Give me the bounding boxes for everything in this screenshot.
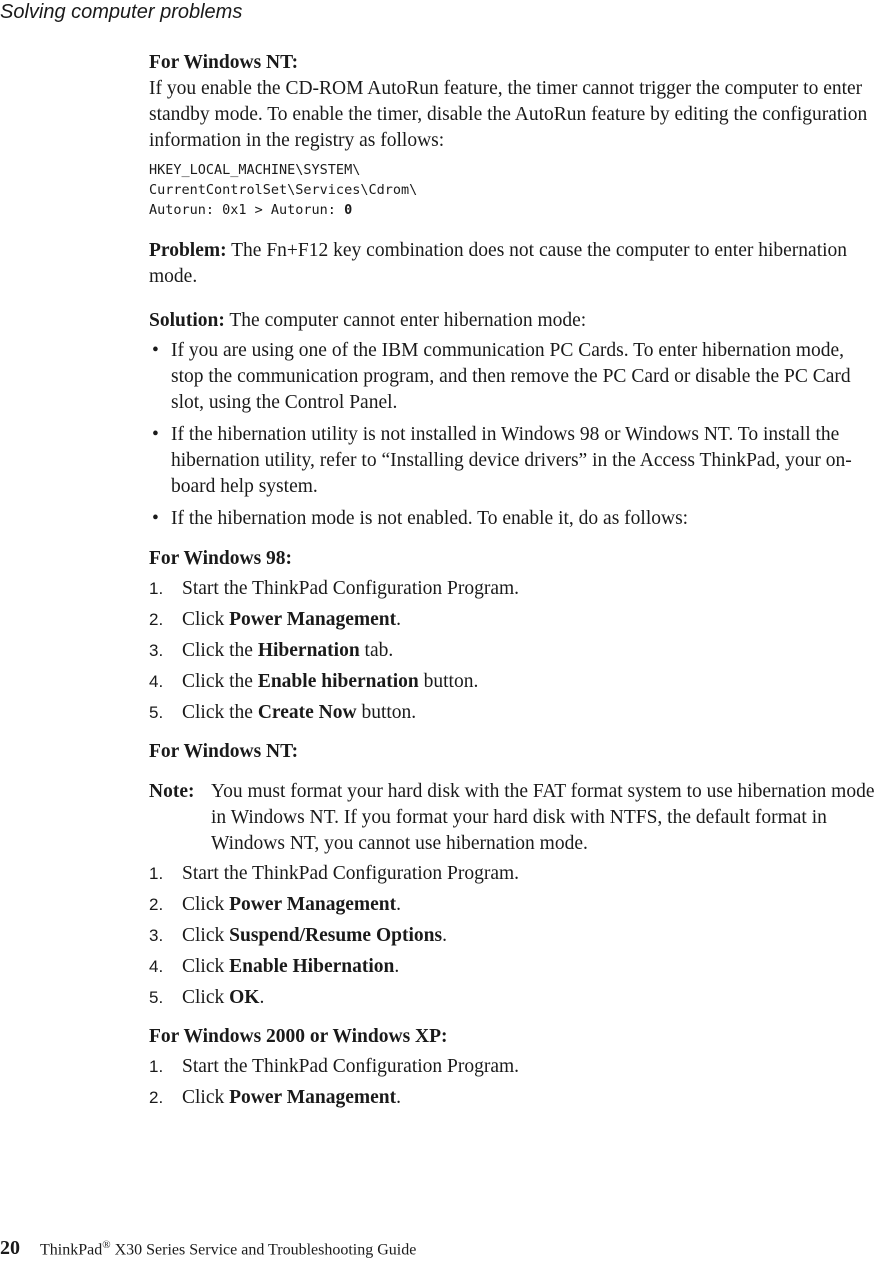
step-text-pre: Start the ThinkPad Configuration Program. bbox=[182, 863, 520, 884]
winnt-heading: For Windows NT: bbox=[149, 741, 299, 762]
step-number: 2. bbox=[149, 1088, 164, 1107]
step-text bbox=[182, 985, 264, 1011]
win2000-steps bbox=[149, 1054, 881, 1111]
bullet-icon: • bbox=[152, 340, 159, 361]
step-text-post: . bbox=[396, 609, 401, 630]
step-text-pre: Click bbox=[182, 894, 230, 915]
step-item bbox=[149, 700, 881, 726]
step-number: 5. bbox=[149, 703, 164, 722]
step-text bbox=[182, 638, 393, 664]
step-text-pre: Start the ThinkPad Configuration Program. bbox=[182, 578, 520, 599]
step-number: 3. bbox=[149, 926, 164, 945]
winnt-section bbox=[149, 739, 881, 1011]
step-text-pre: Click bbox=[182, 987, 230, 1008]
step-text-bold: OK bbox=[229, 987, 260, 1008]
step-text-bold: Create Now bbox=[257, 702, 357, 723]
step-text-pre: Click bbox=[182, 956, 230, 977]
footer-product: ThinkPad bbox=[40, 1241, 103, 1259]
step-number: 5. bbox=[149, 988, 164, 1007]
step-text-post: tab. bbox=[359, 640, 394, 661]
step-number: 3. bbox=[149, 641, 164, 660]
step-text-bold: Enable Hibernation bbox=[229, 956, 395, 977]
step-text bbox=[182, 1054, 519, 1080]
note-text: You must format your hard disk with the FAT format system to use hibernation mode in Windows NT. If you format your hard disk with NTFS, the default format in Windows NT, you cannot use hibernation mode. bbox=[211, 781, 875, 854]
step-number: 1. bbox=[149, 1057, 164, 1076]
code-line-3-prefix: Autorun: 0x1 > Autorun: bbox=[149, 202, 345, 218]
step-text-pre: Click bbox=[182, 1087, 230, 1108]
step-text-post: . bbox=[396, 894, 401, 915]
win2000-section bbox=[149, 1024, 881, 1111]
step-text-pre: Click bbox=[182, 609, 230, 630]
problem-text: The Fn+F12 key combination does not cause the computer to enter hibernation mode. bbox=[149, 240, 848, 287]
bullet-icon: • bbox=[152, 424, 159, 445]
step-item bbox=[149, 892, 881, 918]
step-text-bold: Power Management bbox=[229, 1087, 397, 1108]
step-number: 1. bbox=[149, 864, 164, 883]
step-item bbox=[149, 861, 881, 887]
code-line-3 bbox=[149, 200, 881, 220]
step-text-pre: Click the bbox=[182, 640, 258, 661]
step-item bbox=[149, 923, 881, 949]
bullet-text: If the hibernation mode is not enabled. To enable it, do as follows: bbox=[171, 508, 689, 529]
step-text-post: . bbox=[394, 956, 400, 977]
win98-section bbox=[149, 546, 881, 726]
registered-mark: ® bbox=[102, 1239, 111, 1251]
step-text-bold: Suspend/Resume Options bbox=[229, 925, 443, 946]
page-content bbox=[149, 50, 881, 1116]
step-number: 2. bbox=[149, 610, 164, 629]
step-text bbox=[182, 923, 447, 949]
win2000-heading: For Windows 2000 or Windows XP: bbox=[149, 1026, 448, 1047]
win98-heading: For Windows 98: bbox=[149, 548, 293, 569]
running-header: Solving computer problems bbox=[0, 1, 243, 23]
step-text bbox=[182, 669, 478, 695]
step-text-post: . bbox=[259, 987, 265, 1008]
step-text-bold: Power Management bbox=[229, 609, 397, 630]
bullet-icon: • bbox=[152, 508, 159, 529]
step-text bbox=[182, 1085, 401, 1111]
step-number: 1. bbox=[149, 579, 164, 598]
nt-autorun-section bbox=[149, 50, 881, 220]
step-item bbox=[149, 1054, 881, 1080]
problem-label: Problem: bbox=[149, 240, 227, 261]
step-number: 2. bbox=[149, 895, 164, 914]
solution-bullet-list bbox=[149, 338, 881, 532]
step-item bbox=[149, 576, 881, 602]
step-item bbox=[149, 1085, 881, 1111]
step-text-pre: Click the bbox=[182, 671, 258, 692]
footer-title: X30 Series Service and Troubleshooting Guide bbox=[110, 1241, 417, 1259]
step-text bbox=[182, 954, 399, 980]
step-text-pre: Start the ThinkPad Configuration Program. bbox=[182, 1056, 520, 1077]
step-text bbox=[182, 861, 519, 887]
step-text-post: . bbox=[442, 925, 447, 946]
win98-steps bbox=[149, 576, 881, 726]
solution-statement bbox=[149, 308, 881, 334]
step-item bbox=[149, 669, 881, 695]
step-item bbox=[149, 638, 881, 664]
note-block bbox=[149, 779, 881, 857]
step-text-post: button. bbox=[356, 702, 417, 723]
solution-label: Solution: bbox=[149, 310, 225, 331]
step-number: 4. bbox=[149, 957, 164, 976]
step-text-post: . bbox=[396, 1087, 401, 1108]
note-label: Note: bbox=[149, 781, 195, 802]
page-number: 20 bbox=[0, 1237, 20, 1260]
bullet-text: If the hibernation utility is not installed in Windows 98 or Windows NT. To install the hibernation utility, refer to “Installing device drivers” in the Access ThinkPad, your on-board help system. bbox=[171, 424, 852, 497]
code-line-2: CurrentControlSet\Services\Cdrom\ bbox=[149, 182, 418, 198]
winnt-steps bbox=[149, 861, 881, 1011]
bullet-item bbox=[149, 506, 881, 532]
nt-autorun-text: If you enable the CD-ROM AutoRun feature, the timer cannot trigger the computer to enter standby mode. To enable the timer, disable the AutoRun feature by editing the configuration information in the registry as follows: bbox=[149, 78, 868, 151]
code-line-3-value: 0 bbox=[344, 202, 353, 218]
step-text bbox=[182, 892, 401, 918]
step-item bbox=[149, 985, 881, 1011]
code-line-1: HKEY_LOCAL_MACHINE\SYSTEM\ bbox=[149, 162, 361, 178]
step-text-post: button. bbox=[418, 671, 479, 692]
bullet-item bbox=[149, 422, 881, 500]
bullet-text: If you are using one of the IBM communication PC Cards. To enter hibernation mode, stop the communication program, and then remove the PC Card or disable the PC Card slot, using the Control Panel. bbox=[171, 340, 851, 413]
step-text bbox=[182, 607, 401, 633]
step-text bbox=[182, 700, 416, 726]
step-item bbox=[149, 607, 881, 633]
step-text-bold: Enable hibernation bbox=[257, 671, 419, 692]
nt-autorun-heading: For Windows NT: bbox=[149, 52, 299, 73]
step-text-pre: Click the bbox=[182, 702, 258, 723]
registry-code-block bbox=[149, 160, 881, 220]
problem-statement bbox=[149, 238, 881, 290]
solution-section bbox=[149, 308, 881, 532]
bullet-item bbox=[149, 338, 881, 416]
step-text-bold: Hibernation bbox=[257, 640, 360, 661]
step-text bbox=[182, 576, 519, 602]
step-text-bold: Power Management bbox=[229, 894, 397, 915]
solution-text: The computer cannot enter hibernation mode: bbox=[224, 310, 587, 331]
step-number: 4. bbox=[149, 672, 164, 691]
step-item bbox=[149, 954, 881, 980]
step-text-pre: Click bbox=[182, 925, 230, 946]
